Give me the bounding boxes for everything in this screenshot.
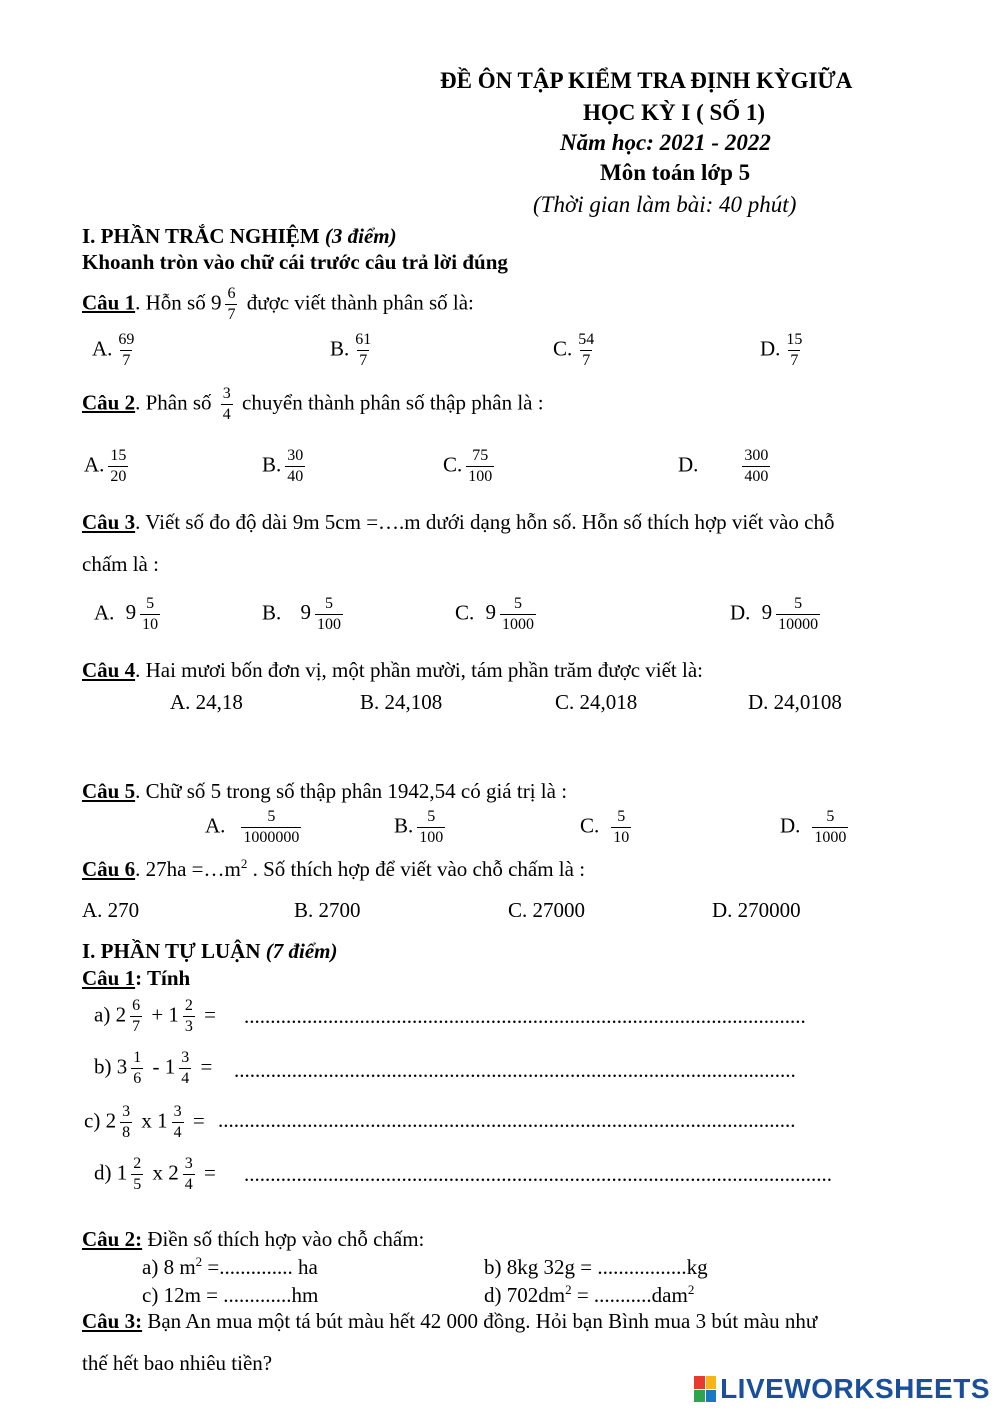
denominator: 10	[613, 829, 630, 846]
question-label: Câu 2	[82, 390, 136, 415]
option-d[interactable]	[780, 807, 852, 848]
whole-part: 2	[105, 1108, 117, 1133]
option-a[interactable]	[94, 594, 164, 635]
whole-part: 9	[300, 600, 312, 625]
option-d[interactable]	[678, 446, 774, 487]
numerator: 5	[826, 808, 835, 825]
option-letter: B.	[394, 813, 414, 838]
item-prefix: c)	[84, 1108, 106, 1133]
calc-b	[94, 1048, 212, 1089]
denominator: 7	[122, 352, 131, 369]
exercise-label: Câu 2:	[82, 1227, 143, 1251]
option-letter: D.	[678, 452, 699, 477]
option-a[interactable]	[92, 330, 140, 371]
numerator: 6	[132, 997, 141, 1014]
denominator: 4	[181, 1070, 190, 1087]
exercise-3-heading	[82, 1309, 817, 1334]
option-letter: C.	[580, 813, 600, 838]
exercise-text: Bạn An mua một tá bút màu hết 42 000 đồng. Hỏi bạn Bình mua 3 bút màu như	[142, 1309, 818, 1333]
numerator: 1	[133, 1049, 142, 1066]
denominator: 7	[359, 352, 368, 369]
denominator: 7	[582, 352, 591, 369]
question-2	[82, 384, 544, 425]
part1-points: (3 điểm)	[324, 224, 397, 248]
option-letter: D.	[730, 600, 751, 625]
superscript: 2	[687, 1282, 695, 1297]
exercise-2-heading	[82, 1227, 424, 1252]
option-b[interactable]	[262, 594, 347, 635]
option-b[interactable]	[330, 330, 377, 371]
option-a[interactable]: A. 24,18	[170, 690, 243, 714]
whole-part: 9	[485, 600, 497, 625]
option-letter: A.	[84, 452, 105, 477]
numerator: 3	[184, 1155, 193, 1172]
numerator: 30	[287, 447, 304, 464]
question-label: Câu 1	[82, 290, 136, 315]
option-c[interactable]: C. 27000	[508, 898, 586, 922]
option-b[interactable]	[394, 807, 449, 848]
option-a[interactable]: A. 270	[82, 898, 140, 922]
question-text: . Phân số	[135, 390, 217, 415]
whole-part: 1	[116, 1160, 128, 1185]
option-letter: A.	[205, 813, 226, 838]
question-1	[82, 284, 474, 325]
option-letter: B.	[262, 452, 282, 477]
denominator: 1000	[502, 616, 535, 633]
numerator: 3	[222, 385, 231, 402]
denominator: 4	[173, 1124, 182, 1141]
item-prefix: d)	[94, 1160, 117, 1185]
denominator: 1000	[814, 829, 847, 846]
part1-heading	[82, 224, 397, 249]
fill-a[interactable]	[142, 1255, 318, 1280]
denominator: 20	[110, 468, 127, 485]
whole-part: 3	[116, 1054, 128, 1079]
header-title-line1: ĐỀ ÔN TẬP KIỂM TRA ĐỊNH KỲGIỮA	[440, 68, 853, 93]
part2-points: (7 điểm)	[265, 939, 338, 963]
whole-part: 9	[761, 600, 773, 625]
denominator: 100	[468, 468, 493, 485]
question-3	[82, 510, 835, 535]
numerator: 15	[110, 447, 127, 464]
option-letter: D.	[760, 336, 781, 361]
answer-blank-c[interactable]: ..............................................................................................................	[218, 1108, 796, 1132]
part1-title: I. PHẦN TRẮC NGHIỆM	[82, 224, 320, 248]
operator: -	[147, 1054, 165, 1079]
equals: =	[195, 1054, 213, 1079]
item-prefix: b)	[94, 1054, 117, 1079]
option-d[interactable]	[760, 330, 808, 371]
option-letter: A.	[92, 336, 113, 361]
option-letter: B.	[330, 336, 350, 361]
question-label: Câu 6	[82, 857, 136, 881]
numerator: 15	[786, 331, 803, 348]
question-text: . Hỗn số 9	[135, 290, 222, 315]
numerator: 6	[227, 285, 236, 302]
part2-title: I. PHẦN TỰ LUẬN	[82, 939, 261, 963]
operator: x	[136, 1108, 158, 1133]
fill-text: a) 8 m	[142, 1255, 196, 1279]
whole-part: 9	[125, 600, 137, 625]
numerator: 5	[617, 808, 626, 825]
option-d[interactable]: D. 270000	[712, 898, 801, 922]
option-d[interactable]	[730, 594, 824, 635]
mixed-fraction	[225, 284, 237, 325]
denominator: 1000000	[243, 829, 300, 846]
question-text: . 27ha =…m	[135, 857, 241, 881]
option-b[interactable]: B. 2700	[294, 898, 361, 922]
operator: x	[147, 1160, 169, 1185]
fill-c[interactable]: c) 12m = .............hm	[142, 1283, 319, 1307]
denominator: 100	[317, 616, 342, 633]
question-text-end: chuyển thành phân số thập phân là :	[236, 390, 544, 415]
item-prefix: a)	[94, 1002, 116, 1027]
option-letter: C.	[443, 452, 463, 477]
denominator: 7	[227, 306, 236, 323]
part1-instruction: Khoanh tròn vào chữ cái trước câu trả lời đúng	[82, 250, 508, 274]
numerator: 5	[794, 595, 803, 612]
question-text-end: . Số thích hợp để viết vào chỗ chấm là :	[247, 857, 586, 881]
numerator: 2	[184, 997, 193, 1014]
option-letter: C.	[455, 600, 475, 625]
liveworksheets-logo	[694, 1373, 990, 1405]
header-title-line2: HỌC KỲ I ( SỐ 1)	[583, 100, 766, 125]
calc-c	[84, 1102, 205, 1143]
part2-heading	[82, 939, 338, 964]
denominator: 40	[287, 468, 304, 485]
whole-part: 2	[115, 1002, 127, 1027]
exercise-title: : Tính	[135, 966, 191, 990]
denominator: 400	[744, 468, 769, 485]
option-c[interactable]	[455, 594, 540, 635]
superscript: 2	[565, 1282, 572, 1297]
time-limit: (Thời gian làm bài: 40 phút)	[533, 192, 797, 217]
operator: +	[146, 1002, 169, 1027]
calc-d	[94, 1154, 216, 1195]
calc-a	[94, 996, 216, 1037]
whole-part: 1	[168, 1002, 179, 1027]
numerator: 5	[514, 595, 523, 612]
option-c[interactable]	[443, 446, 498, 487]
whole-part: 1	[164, 1054, 176, 1079]
numerator: 3	[173, 1103, 182, 1120]
exercise-label: Câu 1	[82, 966, 136, 990]
option-c[interactable]	[580, 807, 635, 848]
fill-d[interactable]	[484, 1283, 694, 1308]
fill-text: d) 702dm	[484, 1283, 566, 1307]
option-b[interactable]	[262, 446, 309, 487]
denominator: 4	[184, 1176, 193, 1193]
option-a[interactable]	[205, 807, 305, 848]
question-text: . Hai mươi bốn đơn vị, một phần mười, tám phần trăm được viết là:	[135, 658, 704, 682]
denominator: 7	[132, 1018, 141, 1035]
denominator: 3	[184, 1018, 193, 1035]
numerator: 5	[267, 808, 276, 825]
denominator: 4	[222, 406, 231, 423]
fill-b[interactable]: b) 8kg 32g = .................kg	[484, 1255, 708, 1279]
numerator: 5	[325, 595, 334, 612]
option-c[interactable]	[553, 330, 600, 371]
subject: Môn toán lớp 5	[600, 160, 751, 185]
option-letter: D.	[780, 813, 801, 838]
fill-text-end: =.............. ha	[202, 1255, 318, 1279]
fill-text-end: = ...........dam	[571, 1283, 688, 1307]
answer-blank-b[interactable]: ...........................................................................................................	[234, 1058, 796, 1082]
numerator: 5	[427, 808, 436, 825]
denominator: 8	[122, 1124, 131, 1141]
question-5	[82, 779, 567, 804]
exercise-text: Điền số thích hợp vào chỗ chấm:	[142, 1227, 425, 1251]
question-text: . Chữ số 5 trong số thập phân 1942,54 có giá trị là :	[135, 779, 568, 803]
equals: =	[198, 1160, 216, 1185]
option-letter: B.	[262, 600, 282, 625]
question-3-cont: chấm là :	[82, 552, 159, 576]
numerator: 54	[578, 331, 595, 348]
question-text: . Viết số đo độ dài 9m 5cm =….m dưới dạng hỗn số. Hỗn số thích hợp viết vào chỗ	[135, 510, 835, 534]
option-letter: A.	[94, 600, 115, 625]
numerator: 69	[118, 331, 135, 348]
denominator: 10000	[778, 616, 819, 633]
equals: =	[187, 1108, 205, 1133]
superscript: 2	[240, 856, 248, 871]
question-label: Câu 3	[82, 510, 136, 534]
numerator: 300	[744, 447, 769, 464]
question-label: Câu 5	[82, 779, 136, 803]
question-6	[82, 857, 585, 882]
denominator: 7	[790, 352, 799, 369]
option-d[interactable]: D. 24,0108	[748, 690, 842, 714]
answer-blank-a[interactable]: ...........................................................................................................	[244, 1004, 806, 1028]
exercise-3-cont: thế hết bao nhiêu tiền?	[82, 1351, 273, 1375]
superscript: 2	[195, 1254, 203, 1269]
logo-icon	[694, 1376, 716, 1402]
option-c[interactable]: C. 24,018	[555, 690, 638, 714]
numerator: 3	[181, 1049, 190, 1066]
whole-part: 2	[168, 1160, 179, 1185]
option-letter: C.	[553, 336, 573, 361]
exercise-label: Câu 3:	[82, 1309, 143, 1333]
denominator: 6	[133, 1070, 142, 1087]
question-text-end: được viết thành phân số là:	[241, 290, 474, 315]
question-label: Câu 4	[82, 658, 136, 682]
option-a[interactable]	[84, 446, 132, 487]
answer-blank-d[interactable]: ................................................................................................................	[244, 1162, 832, 1186]
option-b[interactable]: B. 24,108	[360, 690, 443, 714]
brand-name: LIVEWORKSHEETS	[720, 1373, 990, 1404]
numerator: 2	[133, 1155, 142, 1172]
numerator: 3	[122, 1103, 131, 1120]
exercise-1-heading	[82, 966, 190, 991]
school-year: Năm học: 2021 - 2022	[560, 130, 771, 155]
numerator: 5	[146, 595, 155, 612]
denominator: 10	[142, 616, 159, 633]
numerator: 61	[355, 331, 372, 348]
denominator: 5	[133, 1176, 142, 1193]
numerator: 75	[472, 447, 489, 464]
question-4	[82, 658, 703, 683]
equals: =	[198, 1002, 217, 1027]
whole-part: 1	[157, 1108, 168, 1133]
denominator: 100	[419, 829, 444, 846]
